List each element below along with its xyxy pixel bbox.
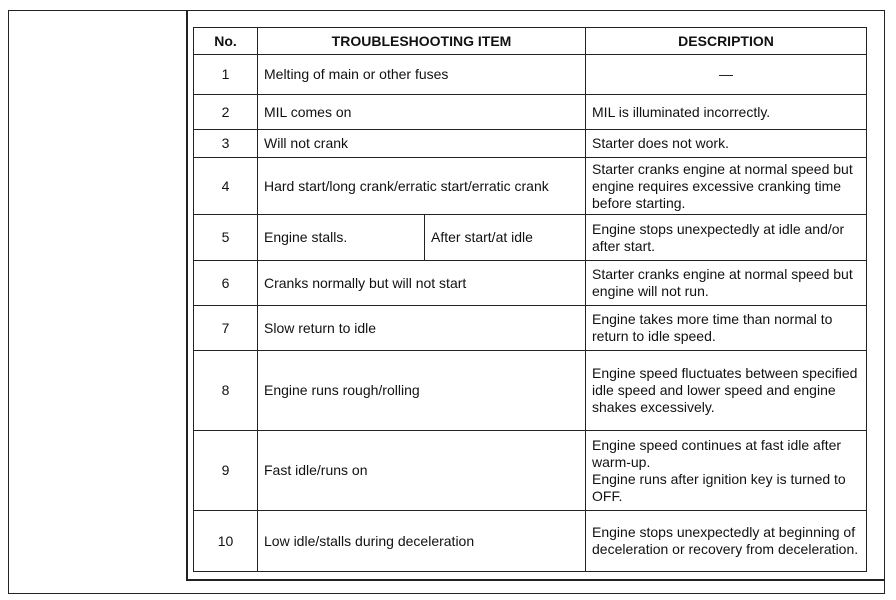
row-no: 1 xyxy=(194,55,258,95)
row-subitem: After start/at idle xyxy=(425,215,586,261)
table-row xyxy=(194,261,867,306)
row-no: 6 xyxy=(194,261,258,306)
row-description xyxy=(586,55,867,95)
row-item: Slow return to idle xyxy=(258,306,586,351)
table-row xyxy=(194,306,867,351)
table-row xyxy=(194,55,867,95)
description-line: Starter does not work. xyxy=(592,135,729,151)
row-item: Engine runs rough/rolling xyxy=(258,351,586,431)
description-line: Engine speed continues at fast idle after warm-up. xyxy=(592,436,842,470)
description-line: Engine speed fluctuates between specified idle speed and lower speed and engine shakes excessively. xyxy=(592,365,858,415)
row-item: Hard start/long crank/erratic start/erratic crank xyxy=(258,158,586,215)
description-line: Engine takes more time than normal to return to idle speed. xyxy=(592,311,833,344)
description-line: Starter cranks engine at normal speed but engine will not run. xyxy=(592,266,853,299)
table-row xyxy=(194,351,867,431)
description-line: Starter cranks engine at normal speed but engine requires excessive cranking time before starting. xyxy=(592,160,853,211)
row-no: 2 xyxy=(194,95,258,130)
row-description xyxy=(586,95,867,130)
header-item: TROUBLESHOOTING ITEM xyxy=(258,28,586,55)
row-item: MIL comes on xyxy=(258,95,586,130)
row-no: 7 xyxy=(194,306,258,351)
row-description xyxy=(586,215,867,261)
row-item: Engine stalls. xyxy=(258,215,425,261)
row-no: 9 xyxy=(194,431,258,511)
row-description xyxy=(586,261,867,306)
description-line: MIL is illuminated incorrectly. xyxy=(592,103,771,120)
header-no: No. xyxy=(194,28,258,55)
description-line: — xyxy=(719,66,734,82)
row-item: Will not crank xyxy=(258,130,586,158)
header-description: DESCRIPTION xyxy=(586,28,867,55)
header-row xyxy=(194,28,867,55)
description-line: Engine stops unexpectedly at beginning of deceleration or recovery from deceleration. xyxy=(592,524,859,557)
troubleshooting-table xyxy=(193,27,867,572)
row-description xyxy=(586,351,867,431)
row-description xyxy=(586,511,867,572)
row-item: Fast idle/runs on xyxy=(258,431,586,511)
table-row xyxy=(194,158,867,215)
row-description xyxy=(586,130,867,158)
row-item: Cranks normally but will not start xyxy=(258,261,586,306)
row-no: 3 xyxy=(194,130,258,158)
bottom-rule xyxy=(186,579,885,581)
row-description xyxy=(586,306,867,351)
row-item: Melting of main or other fuses xyxy=(258,55,586,95)
row-no: 8 xyxy=(194,351,258,431)
row-description xyxy=(586,158,867,215)
table-row xyxy=(194,511,867,572)
table-row xyxy=(194,431,867,511)
table-row xyxy=(194,95,867,130)
row-no: 5 xyxy=(194,215,258,261)
table-row xyxy=(194,215,867,261)
description-line: Engine stops unexpectedly at idle and/or after start. xyxy=(592,220,845,254)
table-row xyxy=(194,130,867,158)
row-description xyxy=(586,431,867,511)
row-no: 4 xyxy=(194,158,258,215)
margin-rule xyxy=(186,10,188,580)
row-item: Low idle/stalls during deceleration xyxy=(258,511,586,572)
row-no: 10 xyxy=(194,511,258,572)
description-line: Engine runs after ignition key is turned to OFF. xyxy=(592,470,846,504)
